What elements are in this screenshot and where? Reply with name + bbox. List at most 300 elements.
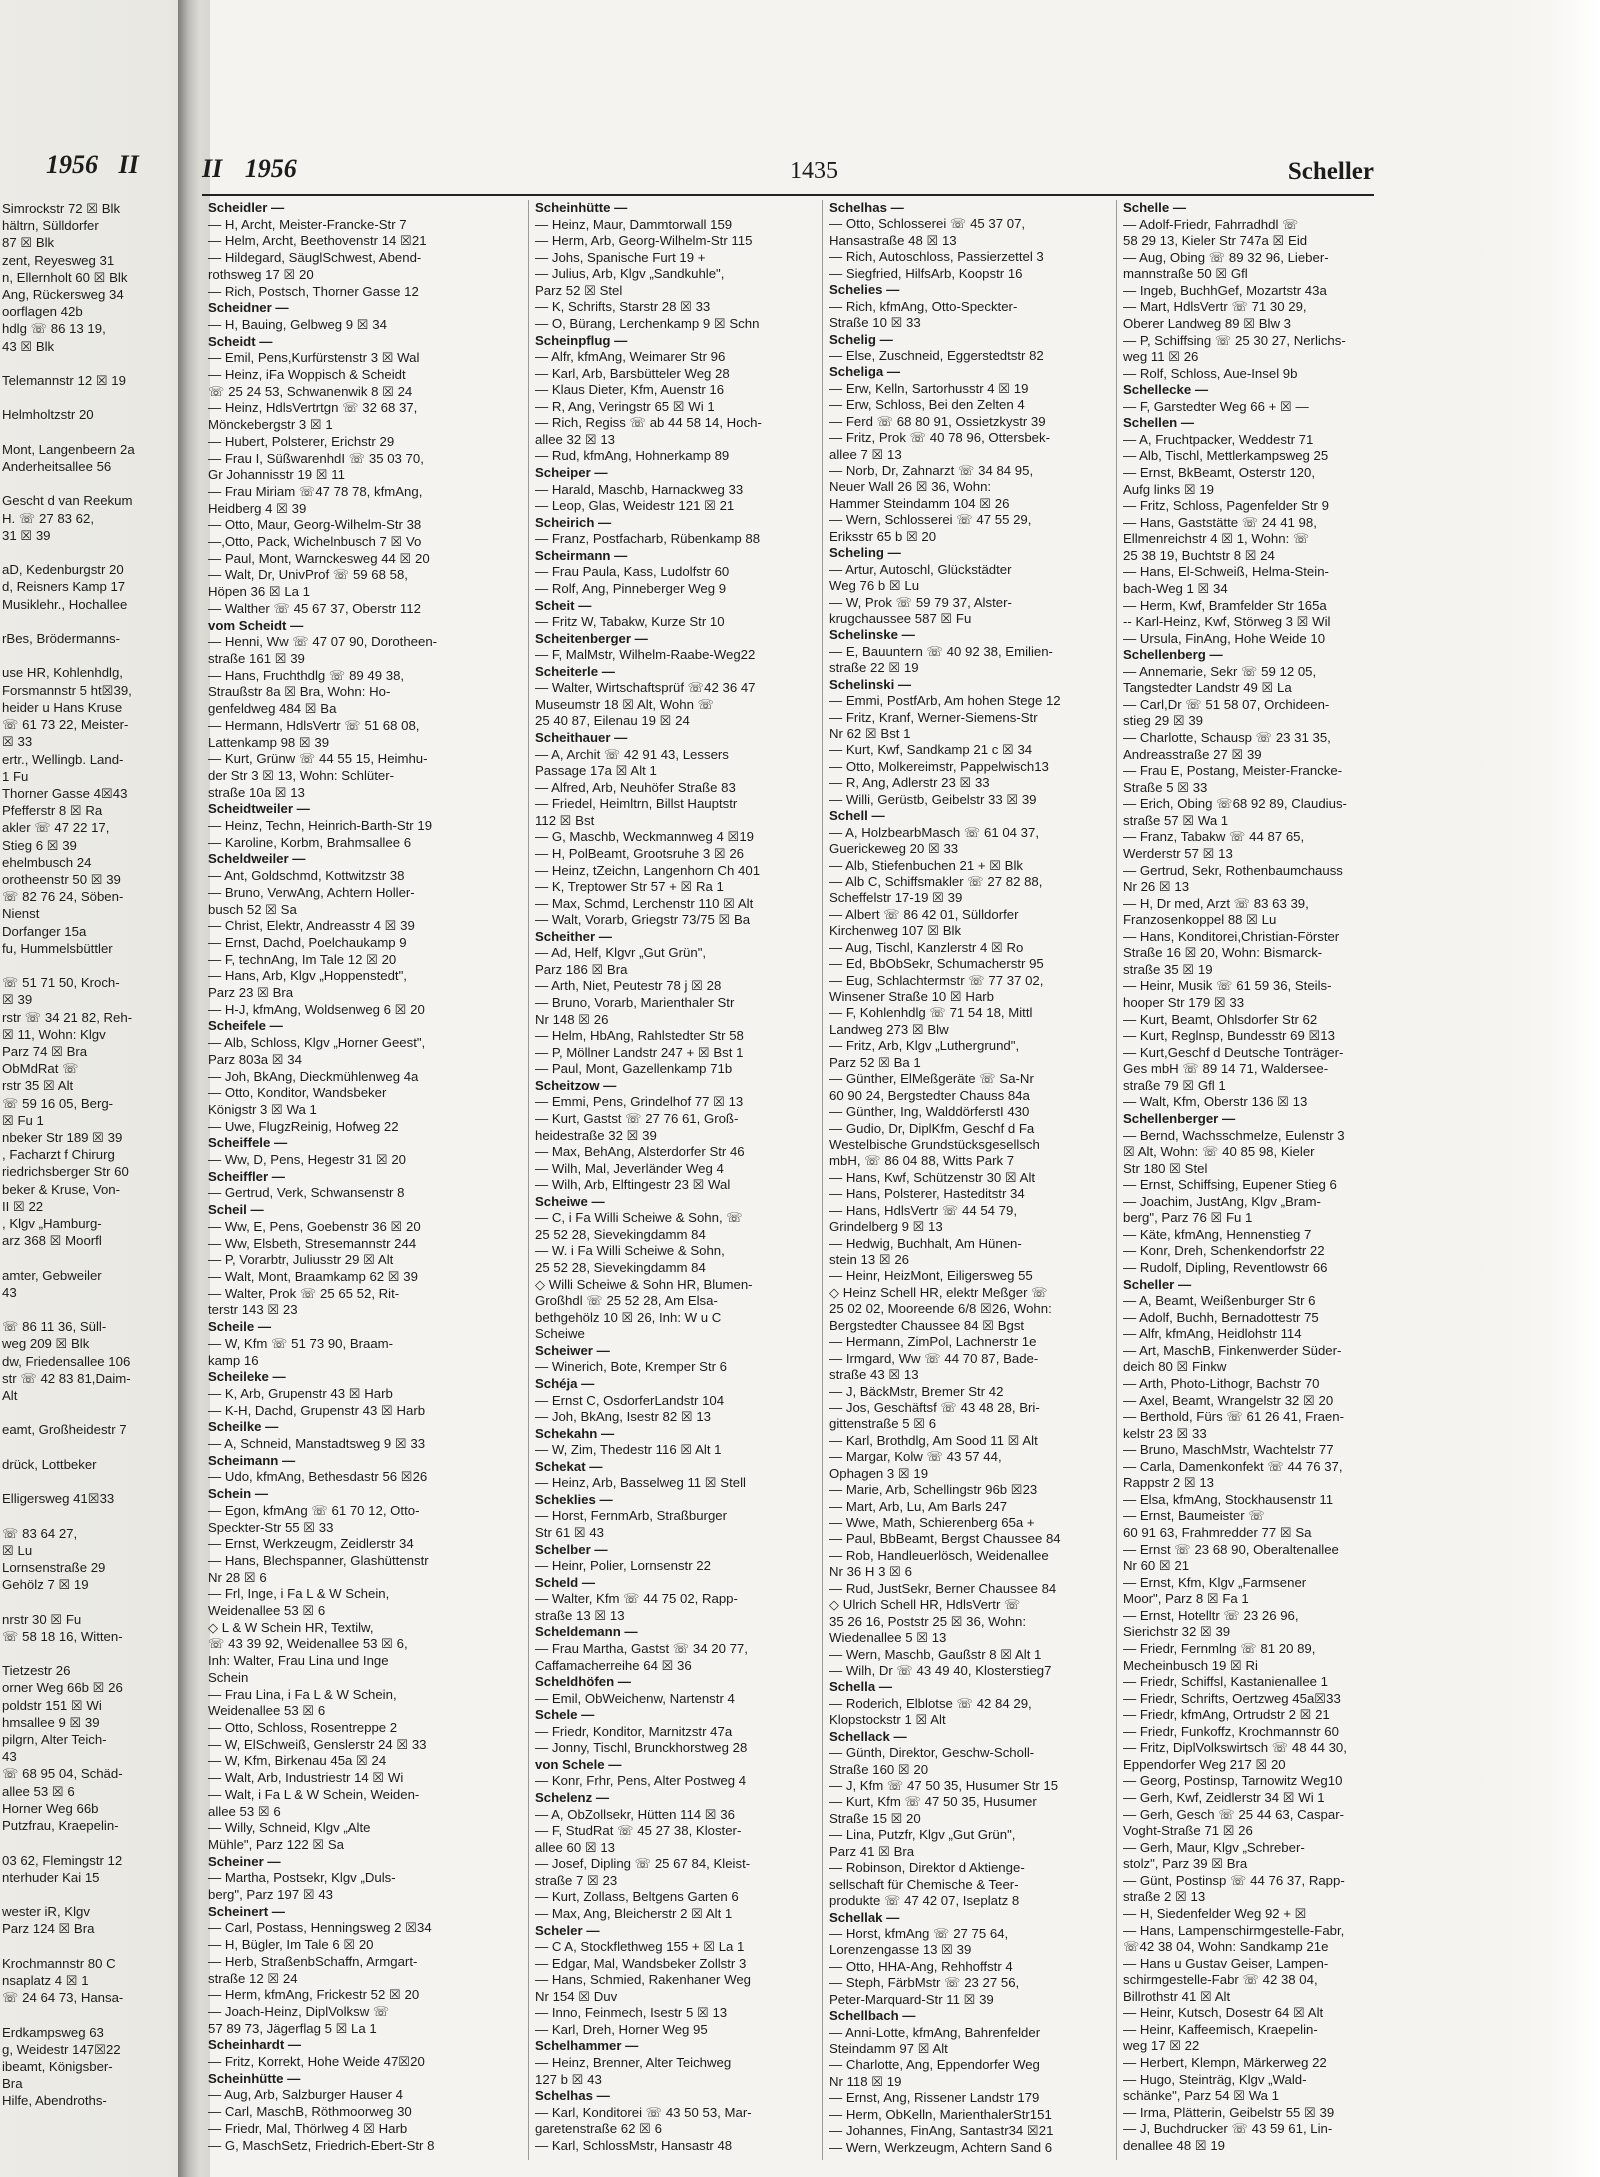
directory-entry: — Frau Miriam ☏47 78 78, kfmAng, (208, 483, 423, 499)
directory-entry: — Paul, Mont, Warnckesweg 44 ☒ 20 (208, 550, 430, 566)
directory-entry: — Aug, Arb, Salzburger Hauser 4 (208, 2087, 403, 2103)
surname-heading: Scheiwer — (535, 1342, 610, 1358)
fragment-line (2, 1473, 178, 1490)
directory-entry: — Rob, Handleuerlösch, Weidenallee (829, 1547, 1049, 1563)
directory-entry: heidestraße 32 ☒ 39 (535, 1127, 657, 1143)
directory-entry: — Rudolf, Dipling, Reventlowstr 66 (1123, 1260, 1328, 1275)
directory-entry: Franzosenkoppel 88 ☒ Lu (1123, 912, 1277, 928)
fragment-line: Horner Weg 66b (2, 1800, 99, 1816)
directory-entry: — Inno, Feinmech, Isestr 5 ☒ 13 (535, 2005, 728, 2021)
directory-entry: — A, ObZollsekr, Hütten 114 ☒ 36 (535, 1806, 735, 1822)
directory-entry: Passage 17a ☒ Alt 1 (535, 763, 657, 779)
surname-heading: Scheinert — (208, 1903, 285, 1919)
fragment-line: allee 53 ☒ 6 (2, 1783, 75, 1799)
directory-entry: — Wilh, Dr ☏ 43 49 40, Klosterstieg7 (829, 1662, 1052, 1678)
surname-heading: Scheither — (535, 928, 612, 944)
directory-entry: -- Karl-Heinz, Kwf, Störweg 3 ☒ Wil (1123, 614, 1331, 630)
directory-entry: — Ww, Elsbeth, Stresemannstr 244 (208, 1235, 417, 1251)
directory-entry: 60 90 24, Bergstedter Chauss 84a (829, 1087, 1030, 1103)
directory-entry: — Annemarie, Sekr ☏ 59 12 05, (1123, 663, 1317, 679)
directory-entry: — Alb, Schloss, Klgv „Horner Geest", (208, 1035, 426, 1051)
fragment-line (2, 2006, 178, 2023)
surname-heading: Scheimann — (208, 1452, 296, 1468)
fragment-line: ertr., Wellingb. Land- (2, 751, 124, 767)
directory-entry: Museumstr 18 ☒ Alt, Wohn ☏ (535, 696, 715, 712)
directory-entry: — Walter, Prok ☏ 25 65 52, Rit- (208, 1285, 400, 1301)
surname-heading: Schellbach — (829, 2008, 916, 2024)
surname-heading: Schein — (208, 1486, 269, 1502)
directory-entry: straße 10a ☒ 13 (208, 784, 305, 800)
directory-entry: produkte ☏ 47 42 07, Iseplatz 8 (829, 1893, 1020, 1909)
directory-entry: — Arth, Niet, Peutestr 78 j ☒ 28 (535, 978, 722, 994)
directory-entry: Nr 154 ☒ Duv (535, 1988, 618, 2004)
surname-heading: Schellenberg — (1123, 647, 1223, 663)
fragment-line (2, 389, 178, 406)
surname-heading: Scheifele — (208, 1018, 283, 1034)
directory-entry: — Ernst, Kfm, Klgv „Farmsener (1123, 1574, 1307, 1590)
directory-entry: — Walt, Mont, Braamkamp 62 ☒ 39 (208, 1269, 418, 1284)
directory-entry: — Franz, Tabakw ☏ 44 87 65, (1123, 829, 1305, 845)
directory-entry: — Max, BehAng, Alsterdorfer Str 46 (535, 1144, 745, 1160)
directory-entry: Nr 26 ☒ 13 (1123, 879, 1190, 895)
directory-entry: Andreasstraße 27 ☒ 39 (1123, 746, 1262, 762)
directory-entry: ◇ L & W Schein HR, Textilw, (208, 1619, 374, 1635)
fragment-line: orner Weg 66b ☒ 26 (2, 1680, 123, 1696)
directory-entry: — Ursula, FinAng, Hohe Weide 10 (1123, 630, 1326, 646)
directory-entry: — Roderich, Elblotse ☏ 42 84 29, (829, 1695, 1032, 1711)
directory-entry: — Erich, Obing ☏68 92 89, Claudius- (1123, 796, 1347, 812)
directory-entry: Peter-Marquard-Str 11 ☒ 39 (829, 1991, 994, 2007)
directory-entry: kelstr 23 ☒ 33 (1123, 1425, 1207, 1441)
fragment-line: 43 (2, 1284, 17, 1300)
directory-entry: — Ant, Goldschmd, Kottwitzstr 38 (208, 868, 405, 884)
directory-entry: — Max, Ang, Bleicherstr 2 ☒ Alt 1 (535, 1905, 733, 1921)
surname-heading: Scheithauer — (535, 730, 628, 745)
directory-entry: Sierichstr 32 ☒ 39 (1123, 1624, 1231, 1640)
directory-entry: — Otto, Konditor, Wandsbeker (208, 1085, 387, 1101)
fragment-line: ☒ Fu 1 (2, 1112, 44, 1128)
surname-heading: Scheirich — (535, 514, 612, 530)
directory-entry: ☒ Alt, Wohn: ☏ 40 85 98, Kieler (1123, 1144, 1315, 1160)
directory-entry: Moor", Parz 8 ☒ Fa 1 (1123, 1591, 1249, 1607)
directory-entry: — K, Arb, Grupenstr 43 ☒ Harb (208, 1385, 393, 1401)
directory-entry: — F, MalMstr, Wilhelm-Raabe-Weg22 (535, 647, 756, 663)
directory-entry: — Art, MaschB, Finkenwerder Süder- (1123, 1342, 1342, 1358)
directory-entry: — Heinr, Polier, Lornsenstr 22 (535, 1558, 711, 1574)
directory-entry: — Heinr, Kutsch, Dosestr 64 ☒ Alt (1123, 2005, 1324, 2021)
directory-entry: Gr Johannisstr 19 ☒ 11 (208, 467, 345, 483)
directory-entry: — Ferd ☏ 68 80 91, Ossietzkystr 39 (829, 413, 1046, 429)
directory-entry: — Herm, ObKelln, MarienthalerStr151 (829, 2106, 1052, 2122)
directory-entry: — Joh, BkAng, Isestr 82 ☒ 13 (535, 1409, 712, 1425)
surname-heading: Scheiner — (208, 1853, 281, 1869)
surname-heading: Scheilke — (208, 1419, 279, 1435)
fragment-line: ☏ 83 64 27, (2, 1525, 78, 1541)
fragment-line: ibeamt, Königsber- (2, 2058, 113, 2074)
directory-entry: — Friedr, Schiffsl, Kastanienallee 1 (1123, 1674, 1328, 1690)
directory-entry: — Aug, Tischl, Kanzlerstr 4 ☒ Ro (829, 939, 1024, 955)
directory-entry: — Wern, Werkzeugm, Achtern Sand 6 (829, 2139, 1053, 2155)
directory-entry: — Fritz, Kranf, Werner-Siemens-Str (829, 709, 1038, 725)
directory-entry: — Fritz, Korrekt, Hohe Weide 47☒20 (208, 2054, 425, 2070)
directory-entry: Parz 52 ☒ Ba 1 (829, 1054, 921, 1070)
directory-entry: straße 79 ☒ Gfl 1 (1123, 1077, 1226, 1093)
surname-heading: Scheidt — (208, 333, 273, 349)
surname-heading: Scheldemann — (535, 1624, 638, 1640)
directory-entry: — Mart, HdlsVertr ☏ 71 30 29, (1123, 299, 1307, 315)
directory-entry: — Harald, Maschb, Harnackweg 33 (535, 481, 744, 497)
directory-entry: — P, Möllner Landstr 247 + ☒ Bst 1 (535, 1044, 744, 1060)
directory-entry: Westelbische Grundstücksgesellsch (829, 1136, 1040, 1152)
directory-entry: — A, Fruchtpacker, Weddestr 71 (1123, 431, 1314, 447)
directory-entry: — Hermann, HdlsVertr ☏ 51 68 08, (208, 717, 420, 733)
surname-heading: Schelies — (829, 282, 900, 298)
fragment-line: hmsallee 9 ☒ 39 (2, 1714, 100, 1730)
directory-entry: — Paul, Mont, Gazellenkamp 71b (535, 1061, 733, 1077)
directory-entry: — Elsa, kfmAng, Stockhausenstr 11 (1123, 1491, 1334, 1507)
directory-entry: — Emil, ObWeichenw, Nartenstr 4 (535, 1690, 735, 1706)
directory-entry: — Heinr, HeizMont, Eiligersweg 55 (829, 1268, 1033, 1284)
fragment-line: wester iR, Klgv (2, 1904, 90, 1920)
directory-entry: — Hans, Schmied, Rakenhaner Weg (535, 1972, 751, 1988)
fragment-line: str ☏ 42 83 81,Daim- (2, 1370, 131, 1386)
surname-heading: Schella — (829, 1679, 893, 1695)
directory-entry: — Artur, Autoschl, Glückstädter (829, 561, 1012, 577)
directory-entry: — G, Maschb, Weckmannweg 4 ☒19 (535, 829, 755, 845)
directory-entry: — Gertrud, Verk, Schwansenstr 8 (208, 1185, 405, 1201)
directory-entry: — Paul, BbBeamt, Bergst Chaussee 84 (829, 1531, 1061, 1547)
directory-entry: Straße 16 ☒ 20, Wohn: Bismarck- (1123, 945, 1323, 961)
directory-entry: terstr 143 ☒ 23 (208, 1302, 298, 1318)
directory-entry: — Alfr, kfmAng, Heidlohstr 114 (1123, 1326, 1302, 1342)
fragment-line: Musiklehr., Hochallee (2, 596, 128, 612)
fragment-line: II ☒ 22 (2, 1198, 44, 1214)
fragment-line: Krochmannstr 80 C (2, 1955, 116, 1971)
surname-heading: Schelinske — (829, 627, 915, 643)
directory-entry: — Carla, Damenkonfekt ☏ 44 76 37, (1123, 1458, 1343, 1474)
directory-entry: Nr 62 ☒ Bst 1 (829, 726, 911, 741)
fragment-line: ☏ 86 11 36, Süll- (2, 1319, 107, 1335)
directory-entry: Schein (208, 1669, 249, 1685)
directory-entry: — Rich, Autoschloss, Passierzettel 3 (829, 249, 1044, 265)
fragment-line: Hilfe, Abendroths- (2, 2093, 107, 2109)
fragment-line (2, 1938, 178, 1955)
directory-entry: Kirchenweg 107 ☒ Blk (829, 923, 962, 939)
directory-entry: straße 13 ☒ 13 (535, 1607, 625, 1623)
directory-entry: — Josef, Dipling ☏ 25 67 84, Kleist- (535, 1856, 751, 1872)
directory-entry: Grindelberg 9 ☒ 13 (829, 1219, 943, 1235)
directory-entry: — K, Treptower Str 57 + ☒ Ra 1 (535, 879, 724, 895)
left-page-fragments (0, 200, 178, 2160)
directory-entry: — Leop, Glas, Weidestr 121 ☒ 21 (535, 498, 735, 514)
directory-entry: — J, Buchdrucker ☏ 43 59 61, Lin- (1123, 2121, 1333, 2137)
directory-entry: deich 80 ☒ Finkw (1123, 1359, 1227, 1375)
directory-entry: — Konr, Frhr, Pens, Alter Postweg 4 (535, 1773, 747, 1789)
surname-heading: Scheller — (1123, 1276, 1192, 1292)
directory-entry: — Heinr, Kaffeemisch, Kraepelin- (1123, 2021, 1318, 2037)
fragment-line: 43 (2, 1749, 17, 1765)
fragment-line: Putzfrau, Kraepelin- (2, 1818, 119, 1834)
directory-entry: sellschaft für Chemische & Teer- (829, 1876, 1019, 1892)
directory-entry: allee 32 ☒ 13 (535, 431, 616, 447)
fragment-line: beker & Kruse, Von- (2, 1181, 121, 1197)
directory-entry: — Frau Martha, Gastst ☏ 34 20 77, (535, 1640, 748, 1656)
directory-entry: — F, Kohlenhdlg ☏ 71 54 18, Mittl (829, 1005, 1033, 1021)
directory-entry: — Max, Schmd, Lerchenstr 110 ☒ Alt (535, 895, 754, 911)
fragment-line: ☒ 33 (2, 734, 33, 750)
directory-entry: — Joachim, JustAng, Klgv „Bram- (1123, 1193, 1321, 1209)
left-page-heading (46, 150, 153, 180)
fragment-line: Pfefferstr 8 ☒ Ra (2, 803, 103, 819)
directory-entry: ☏42 38 04, Wohn: Sandkamp 21e (1123, 1939, 1329, 1955)
surname-heading: Scheldweiler — (208, 851, 306, 867)
directory-entry: Tangstedter Landstr 49 ☒ La (1123, 680, 1292, 696)
fragment-line: orotheenstr 50 ☒ 39 (2, 871, 121, 887)
fragment-line: nsaplatz 4 ☒ 1 (2, 1972, 89, 1988)
directory-entry: — Marie, Arb, Schellingstr 96b ☒23 (829, 1482, 1038, 1498)
fragment-line: Telemannstr 12 ☒ 19 (2, 373, 126, 389)
directory-entry: Str 61 ☒ 43 (535, 1525, 605, 1540)
directory-entry: — Ernst, BkBeamt, Osterstr 120, (1123, 465, 1316, 480)
directory-entry: — Walter, Kfm ☏ 44 75 02, Rapp- (535, 1591, 738, 1607)
directory-entry: Parz 186 ☒ Bra (535, 961, 628, 977)
surname-heading: Scheidner — (208, 300, 289, 316)
directory-entry: schirmgestelle-Fabr ☏ 42 38 04, (1123, 1972, 1318, 1988)
directory-entry: — Jos, Geschäftsf ☏ 43 48 28, Bri- (829, 1399, 1040, 1415)
fragment-line: use HR, Kohlenhdlg, (2, 665, 123, 681)
directory-entry: — Walt, Dr, UnivProf ☏ 59 68 58, (208, 567, 408, 583)
directory-entry: — Hermann, ZimPol, Lachnerstr 1e (829, 1334, 1037, 1350)
surname-heading: Scheliga — (829, 364, 901, 380)
directory-entry: — G, MaschSetz, Friedrich-Ebert-Str 8 (208, 2137, 435, 2153)
directory-entry: Neuer Wall 26 ☒ 36, Wohn: (829, 479, 992, 495)
directory-entry: mannstraße 50 ☒ Gfl (1123, 266, 1248, 282)
directory-entry: Klopstockstr 1 ☒ Alt (829, 1712, 946, 1728)
surname-heading: Scheinhardt — (208, 2037, 302, 2053)
directory-entry: — Eug, Schlachtermstr ☏ 77 37 02, (829, 972, 1044, 988)
directory-entry: Rappstr 2 ☒ 13 (1123, 1475, 1214, 1491)
directory-entry: Lorenzengasse 13 ☒ 39 (829, 1942, 972, 1958)
directory-entry: Nr 60 ☒ 21 (1123, 1558, 1190, 1574)
directory-entry: — Udo, kfmAng, Bethesdastr 56 ☒26 (208, 1469, 428, 1485)
fragment-line: Simrockstr 72 ☒ Blk (2, 201, 121, 216)
directory-entry: Höpen 36 ☒ La 1 (208, 584, 311, 600)
directory-entry: — Kurt,Geschf d Deutsche Tonträger- (1123, 1044, 1344, 1060)
directory-entry: — A, Beamt, Weißenburger Str 6 (1123, 1293, 1316, 1309)
fragment-line: Lornsenstraße 29 (2, 1560, 106, 1576)
directory-entry: — Hugo, Steinträg, Klgv „Wald- (1123, 2071, 1307, 2087)
directory-entry: — Karl, Arb, Barsbütteler Weg 28 (535, 365, 730, 381)
directory-entry: — Walter, Wirtschaftsprüf ☏42 36 47 (535, 680, 756, 696)
directory-entry: — J, Kfm ☏ 47 50 35, Husumer Str 15 (829, 1778, 1059, 1793)
directory-entry: ☏ 25 24 53, Schwanenwik 8 ☒ 24 (208, 383, 413, 399)
surname-heading: Schekat — (535, 1458, 603, 1474)
directory-entry: bethgehölz 10 ☒ 26, Inh: W u C (535, 1309, 722, 1325)
fragment-line: zent, Reyesweg 31 (2, 252, 115, 268)
directory-entry: — Hans u Gustav Geiser, Lampen- (1123, 1955, 1329, 1971)
directory-entry: — Ernst C, OsdorferLandstr 104 (535, 1392, 725, 1408)
fragment-line: ☏ 61 73 22, Meister- (2, 717, 129, 733)
directory-column-3 (822, 200, 1116, 2160)
directory-entry: — Gertrud, Sekr, Rothenbaumchauss (1123, 862, 1343, 878)
directory-entry: Hammer Steindamm 104 ☒ 26 (829, 495, 1010, 511)
surname-heading: Scheidler — (208, 200, 285, 215)
directory-entry: — Gudio, Dr, DiplKfm, Geschf d Fa (829, 1120, 1035, 1136)
directory-entry: — Ad, Helf, Klgvr „Gut Grün", (535, 945, 707, 961)
directory-entry: 35 26 16, Poststr 25 ☒ 36, Wohn: (829, 1613, 1027, 1629)
surname-heading: Schelenz — (535, 1790, 610, 1805)
directory-entry: — Ernst, Dachd, Poelchaukamp 9 (208, 934, 407, 950)
fragment-line: , Klgv „Hamburg- (2, 1215, 102, 1231)
directory-entry: — Frl, Inge, i Fa L & W Schein, (208, 1586, 390, 1602)
directory-entry: — Bruno, Vorarb, Marienthaler Str (535, 995, 735, 1010)
fragment-line: Erdkampsweg 63 (2, 2024, 104, 2040)
directory-entry: — W. i Fa Willi Scheiwe & Sohn, (535, 1243, 725, 1259)
fragment-line: rBes, Brödermanns- (2, 631, 120, 647)
directory-entry: garetenstraße 62 ☒ 6 (535, 2121, 662, 2137)
directory-entry: Straße 5 ☒ 33 (1123, 779, 1208, 795)
directory-entry: — Friedr, kfmAng, Ortrudstr 2 ☒ 21 (1123, 1707, 1330, 1723)
directory-entry: — F, Garstedter Weg 66 + ☒ — (1123, 398, 1309, 414)
directory-entry: Voght-Straße 71 ☒ 26 (1123, 1823, 1253, 1839)
directory-entry: — Otto, Maur, Georg-Wilhelm-Str 38 (208, 517, 422, 533)
directory-entry: — Gerh, Maur, Klgv „Schreber- (1123, 1839, 1305, 1855)
directory-entry: — Fritz, Prok ☏ 40 78 96, Ottersbek- (829, 430, 1050, 446)
surname-heading: Scheling — (829, 545, 901, 561)
directory-entry: Straße 15 ☒ 20 (829, 1810, 921, 1826)
directory-entry: Nr 118 ☒ 19 (829, 2073, 902, 2089)
surname-heading: Scheldhöfen — (535, 1674, 631, 1690)
surname-heading: Schelber — (535, 1541, 608, 1557)
directory-entry: — Albert ☏ 86 42 01, Sülldorfer (829, 906, 1019, 922)
fragment-line: Anderheitsallee 56 (2, 459, 112, 475)
fragment-line (2, 1834, 178, 1851)
fragment-line: ☏ 51 71 50, Kroch- (2, 975, 120, 991)
directory-entry: — Herm, Kwf, Bramfelder Str 165a (1123, 597, 1327, 613)
directory-entry: Eriksstr 65 b ☒ 20 (829, 528, 937, 544)
directory-entry: — Hans, Gaststätte ☏ 24 41 98, (1123, 514, 1317, 530)
directory-entry: Hansastraße 48 ☒ 13 (829, 232, 957, 248)
directory-entry: — Kurt, Grünw ☏ 44 55 15, Heimhu- (208, 751, 428, 767)
directory-entry: — Günth, Direktor, Geschw-Scholl- (829, 1745, 1035, 1761)
directory-entry: Weidenallee 53 ☒ 6 (208, 1603, 326, 1619)
directory-entry: — A, HolzbearbMasch ☏ 61 04 37, (829, 824, 1040, 840)
directory-entry: — Winerich, Bote, Kremper Str 6 (535, 1359, 728, 1375)
directory-column-1 (202, 200, 528, 2160)
directory-entry: ◇ Ulrich Schell HR, HdlsVertr ☏ (829, 1597, 1021, 1613)
directory-entry: — Margar, Kolw ☏ 43 57 44, (829, 1449, 1002, 1465)
fragment-line: g, Weidestr 147☒22 (2, 2041, 121, 2057)
directory-entry: — Hans, Blechspanner, Glashüttenstr (208, 1552, 429, 1568)
directory-entry: Nr 28 ☒ 6 (208, 1569, 267, 1585)
directory-entry: — J, BäckMstr, Bremer Str 42 (829, 1383, 1004, 1399)
directory-entry: — E, Bauuntern ☏ 40 92 38, Emilien- (829, 643, 1053, 659)
directory-entry: — Rich, kfmAng, Otto-Speckter- (829, 298, 1018, 314)
surname-heading: Scheinpflug — (535, 332, 628, 348)
directory-entry: Scheffelstr 17-19 ☒ 39 (829, 890, 963, 906)
directory-entry: 25 52 28, Sievekingdamm 84 (535, 1226, 706, 1242)
fragment-line: Helmholtzstr 20 (2, 407, 94, 423)
directory-entry: — H, PolBeamt, Grootsruhe 3 ☒ 26 (535, 845, 744, 861)
directory-entry: — Karl, SchlossMstr, Hansastr 48 (535, 2137, 733, 2153)
directory-entry: — Ernst, Baumeister ☏ (1123, 1508, 1265, 1524)
directory-entry: Mecheinbusch 19 ☒ Ri (1123, 1657, 1258, 1673)
directory-entry: — Helm, HbAng, Rahlstedter Str 58 (535, 1028, 744, 1044)
directory-entry: — Frau Paula, Kass, Ludolfstr 60 (535, 564, 730, 580)
fragment-line: weg 209 ☒ Blk (2, 1336, 90, 1352)
directory-entry: straße 22 ☒ 19 (829, 660, 919, 676)
directory-entry: Mönckebergstr 3 ☒ 1 (208, 417, 333, 433)
directory-entry: — Friedel, Heimltrn, Billst Hauptstr (535, 796, 738, 812)
surname-heading: Schell — (829, 808, 885, 824)
directory-entry: — Erw, Schloss, Bei den Zelten 4 (829, 397, 1025, 413)
directory-entry: Guerickeweg 20 ☒ 33 (829, 841, 959, 857)
directory-entry: Speckter-Str 55 ☒ 33 (208, 1519, 334, 1535)
directory-entry: — Aug, Obing ☏ 89 32 96, Lieber- (1123, 249, 1329, 265)
directory-entry: — W, Prok ☏ 59 79 37, Alster- (829, 594, 1012, 610)
fragment-line: Thorner Gasse 4☒43 (2, 785, 128, 801)
directory-entry: — Frau I, SüßwarenhdI ☏ 35 03 70, (208, 450, 424, 466)
directory-entry: Mühle", Parz 122 ☒ Sa (208, 1836, 344, 1852)
fragment-line (2, 1404, 178, 1421)
fragment-line: ehelmbusch 24 (2, 854, 92, 870)
fragment-line: Mont, Langenbeern 2a (2, 441, 135, 457)
fragment-line (2, 475, 178, 492)
directory-entry: — Hans, HdlsVertr ☏ 44 54 79, (829, 1202, 1018, 1218)
directory-entry: — Joh, BkAng, Dieckmühlenweg 4a (208, 1068, 419, 1084)
fragment-line: dw, Friedensallee 106 (2, 1353, 131, 1369)
fragment-line (2, 613, 178, 630)
directory-entry: — Kurt, Kwf, Sandkamp 21 c ☒ 34 (829, 742, 1033, 758)
fragment-line: poldstr 151 ☒ Wi (2, 1697, 102, 1713)
directory-entry: allee 7 ☒ 13 (829, 446, 902, 462)
directory-entry: — Karl, Brothdlg, Am Sood 11 ☒ Alt (829, 1432, 1038, 1448)
directory-entry: — Karl, Dreh, Horner Weg 95 (535, 2021, 708, 2037)
surname-heading: Schéja — (535, 1375, 595, 1391)
fragment-line: , Facharzt f Chirurg (2, 1147, 115, 1163)
surname-heading: Scheinhütte — (208, 2070, 301, 2086)
fragment-line (2, 355, 178, 372)
directory-entry: — Mart, Arb, Lu, Am Barls 247 (829, 1498, 1008, 1514)
directory-entry: — H, Archt, Meister-Francke-Str 7 (208, 216, 407, 232)
fragment-line: 87 ☒ Blk (2, 235, 55, 251)
surname-heading: Schekahn — (535, 1425, 615, 1441)
directory-entry: mbH, ☏ 86 04 88, Witts Park 7 (829, 1153, 1015, 1169)
directory-entry: — Egon, kfmAng ☏ 61 70 12, Otto- (208, 1502, 420, 1518)
directory-entry: ☏ 43 39 92, Weidenallee 53 ☒ 6, (208, 1636, 408, 1652)
fragment-line (2, 1507, 178, 1524)
directory-entry: — Siegfried, HilfsArb, Koopstr 16 (829, 265, 1023, 281)
directory-entry: — Günt, Postinsp ☏ 44 76 37, Rapp- (1123, 1872, 1345, 1888)
directory-entry: — Günther, ElMeßgeräte ☏ Sa-Nr (829, 1071, 1034, 1087)
directory-entry: — Karl, Konditorei ☏ 43 50 53, Mar- (535, 2104, 752, 2120)
directory-entry: — Carl, MaschB, Röthmoorweg 30 (208, 2104, 412, 2120)
directory-entry: — Günther, Ing, WalddörferstI 430 (829, 1104, 1030, 1120)
fragment-line: H. ☏ 27 83 62, (2, 510, 95, 526)
directory-entry: — Ww, E, Pens, Goebenstr 36 ☒ 20 (208, 1218, 421, 1234)
left-page-year: 1956 (46, 150, 98, 179)
directory-entry: berg", Parz 197 ☒ 43 (208, 1887, 334, 1903)
directory-entry: — Emmi, Pens, Grindelhof 77 ☒ 13 (535, 1094, 744, 1110)
directory-entry: 57 89 73, Jägerflag 5 ☒ La 1 (208, 2020, 377, 2036)
directory-entry: — Friedr, Konditor, Marnitzstr 47a (535, 1723, 733, 1739)
surname-heading: Scheler — (535, 1922, 600, 1938)
surname-heading: Scheil — (208, 1202, 264, 1218)
directory-entry: — H, Dr med, Arzt ☏ 83 63 39, (1123, 895, 1309, 911)
directory-entry: allee 60 ☒ 13 (535, 1839, 616, 1855)
header-part: II (202, 154, 223, 183)
directory-entry: Straße 10 ☒ 33 (829, 315, 921, 331)
